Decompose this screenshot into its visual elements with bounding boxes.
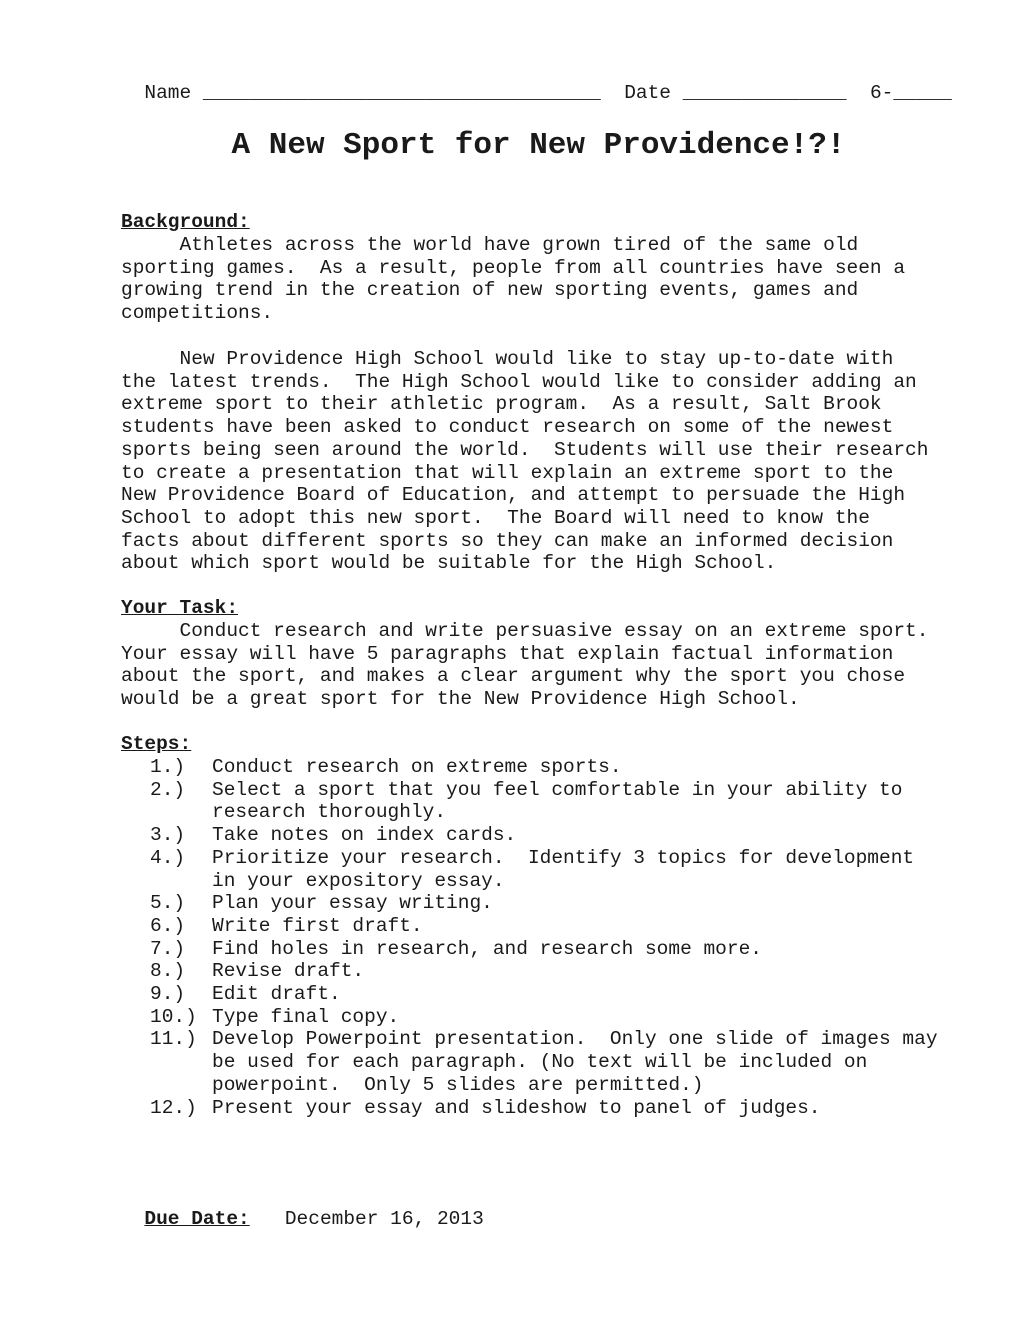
period-field[interactable]: 6-_____ <box>869 82 952 104</box>
list-item <box>121 938 938 961</box>
text-line: New Providence Board of Education, and attempt to persuade the High <box>121 484 906 507</box>
step-text: in your expository essay. <box>212 869 505 892</box>
task-heading: Your Task: <box>121 597 239 619</box>
step-number: 4.) <box>150 846 186 869</box>
name-label: Name <box>144 82 192 104</box>
text-line: about the sport, and makes a clear argument why the sport you chose <box>121 665 906 688</box>
step-number: 5.) <box>150 892 186 915</box>
list-item <box>121 1097 938 1120</box>
text-line: the latest trends. The High School would like to consider adding an <box>121 370 917 393</box>
step-text: Revise draft. <box>212 960 365 983</box>
step-number: 6.) <box>150 914 186 937</box>
step-text: Edit draft. <box>212 983 341 1006</box>
step-number <box>121 1074 212 1097</box>
step-text: Take notes on index cards. <box>212 824 517 847</box>
text-line: School to adopt this new sport. The Board will need to know the <box>121 506 870 529</box>
step-text: Type final copy. <box>212 1005 400 1028</box>
date-label: Date <box>624 82 672 104</box>
list-item <box>121 1006 938 1029</box>
due-date-line <box>121 1186 484 1230</box>
text-line: competitions. <box>121 302 274 325</box>
step-text: Develop Powerpoint presentation. Only one slide of images may <box>212 1028 938 1051</box>
step-number: 7.) <box>150 937 186 960</box>
text-line: facts about different sports so they can make an informed decision <box>121 529 894 552</box>
step-number <box>121 801 212 824</box>
list-item <box>121 983 938 1006</box>
text-line: Athletes across the world have grown tired of the same old <box>121 234 859 256</box>
header-line <box>121 60 952 104</box>
step-number: 1.) <box>150 756 186 778</box>
list-item <box>121 892 938 915</box>
page-title: A New Sport for New Providence!?! <box>231 128 846 163</box>
text-line: Conduct research and write persuasive essay on an extreme sport. <box>121 620 929 642</box>
step-text: Select a sport that you feel comfortable in your ability to <box>212 778 903 801</box>
step-number: 3.) <box>150 824 186 847</box>
step-number: 10.) <box>150 1005 197 1028</box>
list-item <box>121 1051 938 1074</box>
list-item <box>121 1028 938 1051</box>
list-item <box>121 870 938 893</box>
steps-heading: Steps: <box>121 733 192 755</box>
text-line: New Providence High School would like to stay up-to-date with <box>121 348 894 370</box>
text-line: extreme sport to their athletic program. As a result, Salt Brook <box>121 393 882 416</box>
step-text: Conduct research on extreme sports. <box>212 756 622 778</box>
due-date-value: December 16, 2013 <box>284 1208 484 1230</box>
name-field[interactable]: __________________________________ <box>202 82 601 104</box>
step-number <box>121 870 212 893</box>
list-item <box>121 1074 938 1097</box>
step-text: be used for each paragraph. (No text will be included on <box>212 1051 868 1074</box>
step-number: 12.) <box>150 1096 197 1119</box>
list-item <box>121 847 938 870</box>
step-text: Prioritize your research. Identify 3 topics for development <box>212 846 915 869</box>
text-line: to create a presentation that will explain an extreme sport to the <box>121 461 894 484</box>
step-text: Write first draft. <box>212 914 423 937</box>
text-line: students have been asked to conduct research on some of the newest <box>121 416 894 439</box>
text-line: sports being seen around the world. Students will use their research <box>121 438 929 461</box>
text-line: sporting games. As a result, people from all countries have seen a <box>121 256 906 279</box>
background-heading: Background: <box>121 211 250 233</box>
step-number: 2.) <box>150 778 186 801</box>
step-text: research thoroughly. <box>212 801 447 824</box>
step-number: 11.) <box>150 1028 197 1051</box>
step-number: 8.) <box>150 960 186 983</box>
steps-list <box>121 756 938 1119</box>
text-line: growing trend in the creation of new sporting events, games and <box>121 279 859 302</box>
list-item <box>121 779 938 802</box>
step-text: powerpoint. Only 5 slides are permitted.) <box>212 1073 704 1096</box>
list-item <box>121 756 938 779</box>
step-number: 9.) <box>150 983 186 1006</box>
text-line: about which sport would be suitable for the High School. <box>121 552 777 575</box>
list-item <box>121 915 938 938</box>
step-text: Find holes in research, and research some more. <box>212 937 762 960</box>
text-line: Your essay will have 5 paragraphs that explain factual information <box>121 642 894 665</box>
list-item <box>121 960 938 983</box>
due-date-label: Due Date: <box>144 1208 250 1230</box>
text-line: would be a great sport for the New Providence High School. <box>121 688 800 711</box>
step-number <box>121 1051 212 1074</box>
date-field[interactable]: ______________ <box>682 82 847 104</box>
list-item <box>121 824 938 847</box>
list-item <box>121 801 938 824</box>
step-text: Present your essay and slideshow to panel of judges. <box>212 1096 821 1119</box>
step-text: Plan your essay writing. <box>212 892 493 915</box>
